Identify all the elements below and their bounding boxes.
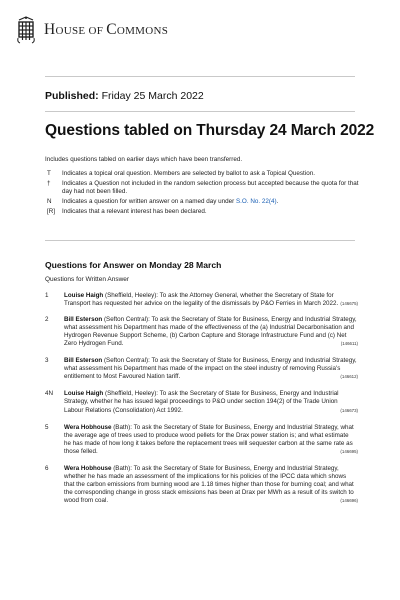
- member-name: Louise Haigh: [64, 292, 104, 299]
- published-label: Published:: [45, 90, 99, 102]
- legend-symbol: [R]: [47, 207, 56, 215]
- question-item: [45, 424, 357, 456]
- question-item: [45, 316, 357, 348]
- published-date: Friday 25 March 2022: [101, 90, 204, 102]
- legend-item: [45, 170, 365, 179]
- question-number: 6: [45, 464, 49, 472]
- member-name: Bill Esterson: [64, 316, 103, 324]
- legend-item: [45, 208, 365, 217]
- question-item: [45, 292, 357, 308]
- question-reference: (146695): [340, 448, 358, 454]
- question-number: 3: [45, 357, 49, 365]
- question-reference: (146611): [340, 341, 358, 347]
- question-number: 4N: [45, 390, 53, 398]
- question-reference: (146673): [340, 407, 358, 413]
- question-reference: (146696): [340, 497, 358, 503]
- question-number: 5: [45, 423, 49, 431]
- legend-text: Indicates that a relevant interest has been declared.: [62, 207, 207, 215]
- question-body: Louise Haigh (Sheffield, Heeley): To ask the Secretary of State for Business, Energy and Industrial Strategy, whether he has issued legal proceedings to P&O under section 194(2) of the Trade Union Labour Relations (Consolidation) Act 1992. (146673): [64, 390, 358, 414]
- question-number: 2: [45, 316, 49, 324]
- portcullis-icon: [16, 16, 36, 44]
- question-item: [45, 465, 357, 505]
- page-title: Questions tabled on Thursday 24 March 2022: [45, 122, 375, 139]
- legend-text: Indicates a Question not included in the random selection process but accepted because the quota for that day had not been filled.: [62, 179, 359, 196]
- legend-text: Indicates a question for written answer on a named day under S.O. No. 22(4).: [62, 198, 279, 206]
- question-reference: (146612): [340, 374, 358, 380]
- legend-text: Indicates a topical oral question. Members are selected by ballot to ask a Topical Question.: [62, 170, 315, 177]
- symbol-legend: [45, 170, 365, 218]
- house-of-commons-wordmark: HOUSE OF COMMONS: [44, 21, 169, 38]
- legend-item: [45, 180, 365, 197]
- question-body: Wera Hobhouse (Bath): To ask the Secretary of State for Business, Energy and Industrial Strategy, what the average age of trees used to produce wood pellets for the Drax power station is; and what estimate he has made of how long it takes before the replacement trees will sequester carbon at the same rate as those felled. (146695): [64, 423, 358, 455]
- member-name: Wera Hobhouse: [64, 464, 112, 472]
- legend-symbol: N: [47, 198, 52, 206]
- question-reference: (146675): [340, 301, 358, 307]
- section-subtitle: Questions for Written Answer: [45, 276, 130, 283]
- question-list: [45, 292, 357, 505]
- question-body: Bill Esterson (Sefton Central): To ask the Secretary of State for Business, Energy and Industrial Strategy, what assessment his Department has made of the effectiveness of the (a) Industrial Decarbonisation and Hydrogen Revenue Support Scheme, (b) Carbon Capture and Storage Infrastructure Fund and (c) Net Zero Hydrogen Fund. (146611): [64, 316, 358, 348]
- published-line: [45, 90, 204, 102]
- question-item: [45, 357, 357, 381]
- standing-order-link[interactable]: S.O. No. 22(4): [235, 198, 277, 206]
- question-number: 1: [45, 292, 49, 299]
- section-title: Questions for Answer on Monday 28 March: [45, 260, 222, 270]
- legend-item: [45, 198, 365, 207]
- question-body: Bill Esterson (Sefton Central): To ask the Secretary of State for Business, Energy and Industrial Strategy, what assessment his Department has made of the impact on the steel industry of removing Russia's entitlement to Most Favoured Nation tariff. (146612): [64, 357, 358, 381]
- question-body: Wera Hobhouse (Bath): To ask the Secretary of State for Business, Energy and Industrial Strategy, whether he has made an assessment of the implications for his policies of the IPCC data which shows that the carbon emissions from burning wood are 1.18 times higher than those for burning coal; and what the corresponding change in gross stack emissions has been at Drax per MWh as a result of its switch to wood from coal. (146696): [64, 464, 358, 504]
- member-name: Louise Haigh: [64, 390, 104, 398]
- legend-symbol: T: [47, 170, 51, 177]
- member-name: Bill Esterson: [64, 357, 103, 365]
- question-body: Louise Haigh (Sheffield, Heeley): To ask the Attorney General, whether the Secretary of State for Transport has requested her advice on the legality of the dismissals by P&O Ferries in March 2022. (146675): [64, 292, 358, 308]
- section-divider: [45, 240, 355, 241]
- intro-text: Includes questions tabled on earlier days which have been transferred.: [45, 156, 243, 163]
- question-item: [45, 390, 357, 414]
- member-name: Wera Hobhouse: [64, 423, 112, 431]
- legend-symbol: †: [47, 179, 51, 187]
- house-of-commons-header: [16, 12, 168, 48]
- published-divider: [45, 111, 355, 112]
- header-divider: [45, 76, 355, 77]
